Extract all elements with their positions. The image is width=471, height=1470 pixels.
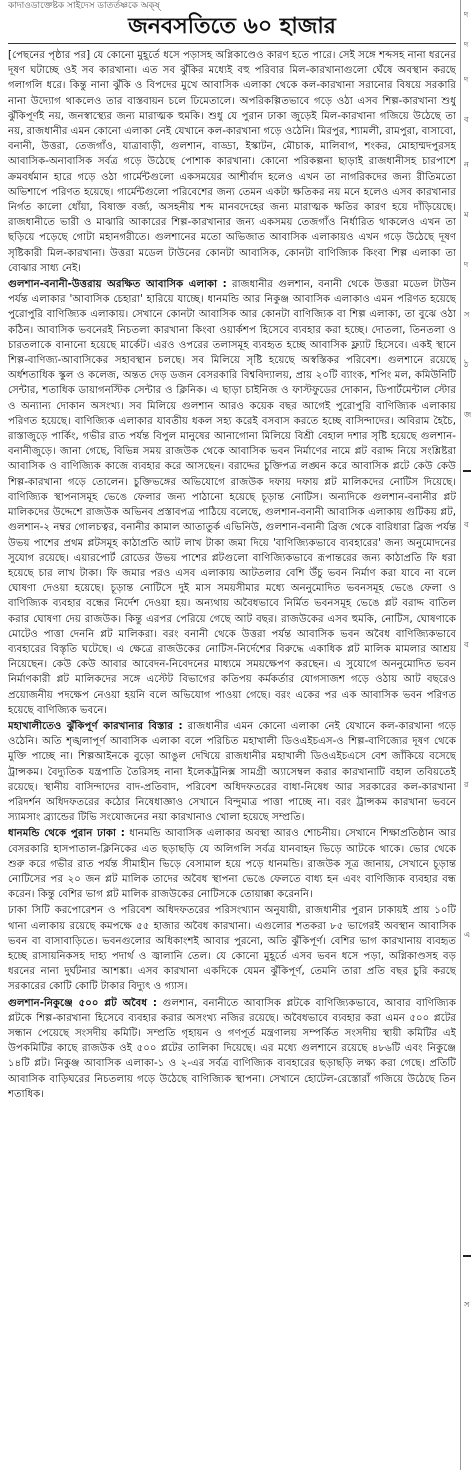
edge-text-fragment: ন (464, 160, 469, 169)
adjacent-column-edge (460, 0, 471, 1470)
section-mohakhali (8, 719, 456, 825)
edge-text-fragment: স (464, 1300, 470, 1309)
section-gulshan-nikunja-plots (8, 996, 456, 1102)
section-heading: ধানমন্ডি থেকে পুরান ঢাকা : (8, 828, 125, 840)
section-gulshan-banani-uttara (8, 277, 456, 718)
edge-text-fragment: দ (464, 40, 469, 49)
edge-text-fragment: দ (464, 260, 469, 269)
section-heading: গুলশান-বনানী-উত্তরায় অরক্ষিত আবাসিক এলাকা : (8, 279, 227, 291)
edge-text-fragment: ব (464, 520, 469, 529)
section-body: ধানমন্ডি আবাসিক এলাকার অবস্থা আরও শোচনীয়। সেখানে শিক্ষাপ্রতিষ্ঠান আর বেসরকারি হাসপাতাল-ক্লিনিকের এত ছড়াছড়ি যে অলিগলি সর্বত্র যানবাহন ভিড়ে আটকে থাকে। ভোর থেকে শুরু করে গভীর রাত পর্যন্ত সীমাহীন ভিড়ে বেসামাল হয়ে পড়ে ধানমন্ডি। রাজউক সূত্র জানায়, সেখানে চূড়ান্ত নোটিসের পর ২০ জন প্লট মালিক তাদের অবৈধ স্থাপনা ভেঙে ফেলতে বাধ্য হন এবং বাণিজ্যিক ব্যবহার বন্ধ করেন। কিন্তু বেশির ভাগ প্লট মালিক রাজউকের নোটিসকে তোয়াক্কা করেননি। (8, 828, 456, 901)
edge-text-fragment: ম (464, 210, 469, 219)
article-intro: [পেছনের পৃষ্ঠার পর] যে কোনো মুহূর্তে ধসে পড়াসহ অগ্নিকাণ্ডেও কারণ হতে পারে। সেই সঙ্গে শব্দসহ নানা ধরনের দূষণ ঘটাচ্ছে ওই সব কারখানা। এত সব ঝুঁকির মধ্যেই বহু পরিবার মিল-কারখানাগুলো ঘেঁষে অবস্থান করছে গলাগলি ধরে। কিন্তু নানা ঝুঁকি ও বিপদের মুখে আবাসিক এলাকা থেকে কল-কারখানা সরানোর বিষয়ে সরকারি নানা উদ্যোগ থাকলেও তার বাস্তবায়ন চলে ঢিমেতালে। অপরিকল্পিতভাবে গড়ে ওঠা এসব শিল্প-কারখানা শুধু ঝুঁকিপূর্ণই নয়, জনস্বাস্থ্যের জন্য মারাত্মক হুমকি। শুধু যে পুরান ঢাকা জুড়েই মিল-কারখানা গজিয়ে উঠেছে তা নয়, রাজধানীর এমন কোনো এলাকা নেই যেখানে কল-কারখানা গড়ে ওঠেনি। মিরপুর, শ্যামলী, রামপুরা, বাসাবো, বনানী, উত্তরা, তেজগাঁও, যাত্রাবাড়ী, গুলশান, বাড্ডা, ইস্কাটন, মৌচাক, মালিবাগ, শংকর, মোহাম্মদপুরসহ আবাসিক-অনাবাসিক সর্বত্র গড়ে উঠেছে পোশাক কারখানা। কোনো পরিকল্পনা ছাড়াই রাজধানীসহ চারপাশে ক্রমবর্ধমান হারে গড়ে ওঠা গার্মেন্টগুলো একসময়ের আশীর্বাদ হলেও এখন তা নাগরিকদের জন্য রীতিমতো অভিশাপে পরিণত হয়েছে। গার্মেন্টগুলো পরিবেশের জন্য তেমন একটা ক্ষতিকর নয় মনে হলেও এসব কারখানার নির্গত কালো ধোঁয়া, বিষাক্ত বর্জ্য, অসহনীয় শব্দ মানবদেহের জন্য মারাত্মক ক্ষতির কারণ হয়ে দাঁড়িয়েছে। রাজধানীতে ভারী ও মাঝারি আকারের শিল্প-কারখানার জন্য একসময় তেজগাঁও নির্ধারিত থাকলেও এখন তা ছড়িয়ে পড়েছে গোটা মহানগরীতে। গুলশানের মতো অভিজাত আবাসিক এলাকায়ও এখন গড়ে উঠেছে দূষণ সৃষ্টিকারী মিল-কারখানা। উত্তরা মডেল টাউনের কোনটা আবাসিক, কোনটা বাণিজ্যিক কিংবা শিল্প এলাকা তা বোঝার সাধ্য নেই। (8, 50, 456, 274)
section-heading: মহাখালীতেও ঝুঁকিপূর্ণ কারখানার বিস্তার : (8, 720, 183, 732)
edge-text-fragment: এ (464, 930, 471, 939)
article-headline: জনবসতিতে ৬০ হাজার (8, 14, 456, 44)
edge-text-fragment: জ (464, 410, 471, 419)
column-divider-rule (463, 470, 471, 472)
section-dhanmondi-old-dhaka (8, 826, 456, 902)
edge-text-fragment: ব (464, 115, 469, 124)
section-body: রাজধানীর এমন কোনো এলাকা নেই যেখানে কল-কারখানা গড়ে ওঠেনি। অতি শৃঙ্খলাপূর্ণ আবাসিক এলাকা বলে পরিচিত মহাখালী ডিওএইচএস-ও শিল্প-বাণিজ্যের দূষণ থেকে মুক্তি পাচ্ছে না। শিল্পআইনকে বুড়ো আঙুল দেখিয়ে রাজধানীর মহাখালী ডিওএইচএসে বেশ জাঁকিয়ে বসেছে ট্রান্সকম। বৈদ্যুতিক যন্ত্রপাতি তৈরিসহ নানা ইলেকট্রনিক্স সামগ্রী অ্যাসেম্বল করার কারখানাটি বহাল তবিয়তেই রয়েছে। স্থানীয় বাসিন্দাদের বাদ-প্রতিবাদ, পরিবেশ অধিদফতরের বাধা-নিষেধ আর সরকারের কল-কারখানা পরিদর্শন অধিদফতরের কঠোর নিষেধাজ্ঞাও সেখানে বিন্দুমাত্র পাত্তা পাচ্ছে না। বরং ট্রান্সকম কারখানা ভবনে স্যামসাং ব্র্যান্ডের টিভি সংযোজনের নয়া কারখানাও খোলা হয়েছে সম্প্রতি। (8, 720, 456, 824)
edge-text-fragment: ব (464, 640, 469, 649)
column-divider-rule (463, 1255, 471, 1257)
news-article (8, 12, 456, 1468)
previous-section-strip: কাদাওডাক্তেষ্টক সাইদেস ডাতর্তষ্ণকে অক্ষ্ (8, 1, 160, 11)
section-body: ঢাকা সিটি করপোরেশন ও পরিবেশ অধিদফতরের পরিসংখ্যান অনুযায়ী, রাজধানীর পুরান ঢাকায়ই প্রায় ১০টি থানা এলাকায় রয়েছে কমপক্ষে ৫৫ হাজার অবৈধ কারখানা। এগুলোর শতকরা ৮৫ ভাগেরই অবস্থান আবাসিক ভবন বা বাসাবাড়িতে। ভবনগুলোর অধিকাংশই আবার পুরনো, অতি ঝুঁকিপূর্ণ। বেশির ভাগ কারখানায় ব্যবহৃত হচ্ছে রাসায়নিকসহ দাহ্য পদার্থ ও জ্বালানি তেল। যে কোনো মুহূর্তে এসব ভবন ধসে পড়া, অগ্নিকাণ্ডসহ বড় ধরনের নানা দুর্ঘটনার আশঙ্কা। এসব কারখানা একদিকে যেমন ঝুঁকিপূর্ণ, তেমনি তারা প্রতি বছর চুরি করছে সরকারের কোটি কোটি টাকার বিদ্যুৎ ও গ্যাস। (8, 905, 456, 993)
section-body: রাজধানীর গুলশান, বনানী থেকে উত্তরা মডেল টাউন পর্যন্ত এলাকার 'আবাসিক চেহারা' হারিয়ে যাচ্ছে। ধানমন্ডি আর নিকুঞ্জ আবাসিক এলাকাও এমন পরিণত হয়েছে পুরোপুরি বাণিজ্যিক এলাকায়। সেখানে কোনটা আবাসিক আর কোনটা বাণিজ্যিক বা শিল্প এলাকা, তা বুঝে ওঠা কঠিন। আবাসিক ভবনেরই নিচতলা কারখানা কিংবা ওয়ার্কশপ হিসেবে ব্যবহার করা হচ্ছে। দোতলা, তিনতলা ও চারতলাকে বানানো হয়েছে মার্কেট। এরও ওপরের তলাসমূহ ব্যবহৃত হচ্ছে আবাসিক ফ্ল্যাট হিসেবে। একই স্থানে শিল্প-বাণিজ্য-আবাসিকের সহাবস্থান চলছে। সব মিলিয়ে সৃষ্টি হয়েছে অস্বস্তিকর পরিবেশ। গুলশানে রয়েছে অর্ধশতাধিক স্কুল ও কলেজ, অন্তত দেড় ডজন বেসরকারি বিশ্ববিদ্যালয়, প্রায় ২০টি ব্যাংক, শপিং মল, কমিউনিটি সেন্টার, শতাধিক ডায়াগনস্টিক সেন্টার ও ক্লিনিক। এ ছাড়া চাইনিজ ও ফাস্টফুডের দোকান, ডিপার্টমেন্টাল স্টোর ও অন্যান্য দোকান অসংখ্য। সব মিলিয়ে গুলশান আরও কয়েক বছর আগেই পুরোপুরি বাণিজ্যিক এলাকায় পরিণত হয়েছে। বাণিজ্যিক এলাকার যাবতীয় ধকল সহ্য করেই বসবাস করতে হচ্ছে বাসিন্দাদের। অবিরাম হৈচৈ, রাস্তাজুড়ে পার্কিং, গভীর রাত পর্যন্ত বিপুল মানুষের আনাগোনা মিলিয়ে বিশ্রী বেহাল দশার সৃষ্টি হয়েছে গুলশান-বনানীজুড়ে। জানা গেছে, বিভিন্ন সময় রাজউক থেকে আবাসিক ভবন নির্মাণের নামে প্লট বরাদ্দ নিয়ে সংশ্লিষ্টরা আবাসিক ও বাণিজ্যিক কাজে ব্যবহার করে আসছেন। বরাদ্দের চুক্তিপত্র লঙ্ঘন করে আবাসিক প্লটে কেউ কেউ শিল্প-কারখানা গড়ে তোলেন। চুক্তিভঙ্গের অভিযোগে রাজউক দফায় দফায় প্লট মালিকদের নোটিস দিয়েছে। বাণিজ্যিক স্থাপনাসমূহ ভেঙে ফেলার জন্য পাঠানো হয়েছে চূড়ান্ত নোটিস। অন্যদিকে গুলশান-বনানীর প্লট মালিকদের উদ্দেশে রাজউক অভিনব প্রস্তাবপত্র পাঠিয়ে বলেছে, গুলশান-বনানী আবাসিক এলাকায় গুটিকয় প্লট, গুলশান-২ নম্বর গোলচত্বর, বনানীর কামাল আতাতুর্ক এভিনিউ, গুলশান-বনানী ব্রিজ থেকে বারিধারা ব্রিজ পর্যন্ত উভয় পাশের প্রথম প্লটসমূহ কাঠাপ্রতি আট লাখ টাকা জমা দিয়ে 'বাণিজ্যিকভাবে ব্যবহারের' জন্য অনুমোদনের সুযোগ রয়েছে। এয়ারপোর্ট রোডের উভয় পাশের প্লটগুলো বাণিজ্যিকভাবে রূপান্তরের জন্য কাঠাপ্রতি ফি ধরা হয়েছে চার লাখ টাকা। ফি জমার পরও এসব এলাকায় আটতলার বেশি উঁচু ভবন নির্মাণ করা যাবে না বলে ঘোষণা দেওয়া হয়েছে। চূড়ান্ত নোটিসে দুই মাস সময়সীমার মধ্যে অননুমোদিত ভবনসমূহ ভেঙে ফেলা ও বাণিজ্যিক ব্যবহার বন্ধের নির্দেশ দেওয়া হয়। অন্যথায় অবৈধভাবে নির্মিত ভবনসমূহ ভেঙে প্লট বরাদ্দ বাতিল করার ঘোষণা দেয় রাজউক। কিন্তু এরপর পেরিয়ে গেছে আট বছর। রাজউকের এসব হুমকি, নোটিস, ঘোষণাকে মোটেও পাত্তা দেননি প্লট মালিকরা। বরং বনানী থেকে উত্তরা পর্যন্ত আবাসিক ভবন অবৈধ বাণিজ্যিকভাবে ব্যবহারের বিস্তৃতি ঘটেছে। এ ক্ষেত্রে রাজউকের নোটিস-নির্দেশের বিরুদ্ধে একাধিক প্লট মালিক মামলার আশ্রয় নিয়েছেন। কেউ কেউ আবার আবেদন-নিবেদনের মাধ্যমে সময়ক্ষেপণ করছেন। এ সুযোগে অননুমোদিত ভবন নির্মাণকারী প্লট মালিকদের সঙ্গে এস্টেট বিভাগের কতিপয় কর্মকর্তার যোগসাজশ গড়ে ওঠায় আট বছরেও প্রয়োজনীয় পদক্ষেপ নেওয়া হয়নি বলে অভিযোগ পাওয়া গেছে। বরং একের পর এক আবাসিক ভবন পরিণত হয়েছে বাণিজ্যিক ভবনে। (8, 279, 456, 716)
section-heading: গুলশান-নিকুঞ্জে ৫০০ প্লট অবৈধ : (8, 997, 157, 1009)
edge-text-fragment: ঠ (464, 360, 469, 369)
edge-text-fragment: র (464, 780, 469, 789)
section-dcc-statistics (8, 903, 456, 994)
section-body: গুলশান, বনানীতে আবাসিক প্লটকে বাণিজ্যিকভাবে, আবার বাণিজ্যিক প্লটকে শিল্প-কারখানা হিসেবে ব্যবহার করার অসংখ্য নজির রয়েছে। অবৈধভাবে ব্যবহার করা এমন ৫০০ প্লটের সন্ধান পেয়েছে সংসদীয় কমিটি। সম্প্রতি গৃহায়ন ও গণপূর্ত মন্ত্রণালয় সম্পর্কিত সংসদীয় স্থায়ী কমিটির এই উপকমিটির কাছে রাজউক ওই ৫০০ প্লটের তালিকা দিয়েছে। এর মধ্যে গুলশানে রয়েছে ৪৮৬টি এবং নিকুঞ্জে ১৪টি প্লট। নিকুঞ্জ আবাসিক এলাকা-১ ও ২-এর সর্বত্র বাণিজ্যিক ব্যবহারের ছড়াছড়ি লক্ষ্য করা গেছে। প্রতিটি আবাসিক বাড়িঘরের নিচতলায় গড়ে উঠেছে বাণিজ্যিক স্থাপনা। সেখানে হোটেল-রেস্তোরাঁ গজিয়ে উঠেছে তিন শতাধিক। (8, 997, 456, 1100)
edge-text-fragment: দ (464, 10, 469, 19)
edge-text-fragment: স (464, 310, 470, 319)
edge-text-fragment: দ (464, 75, 469, 84)
